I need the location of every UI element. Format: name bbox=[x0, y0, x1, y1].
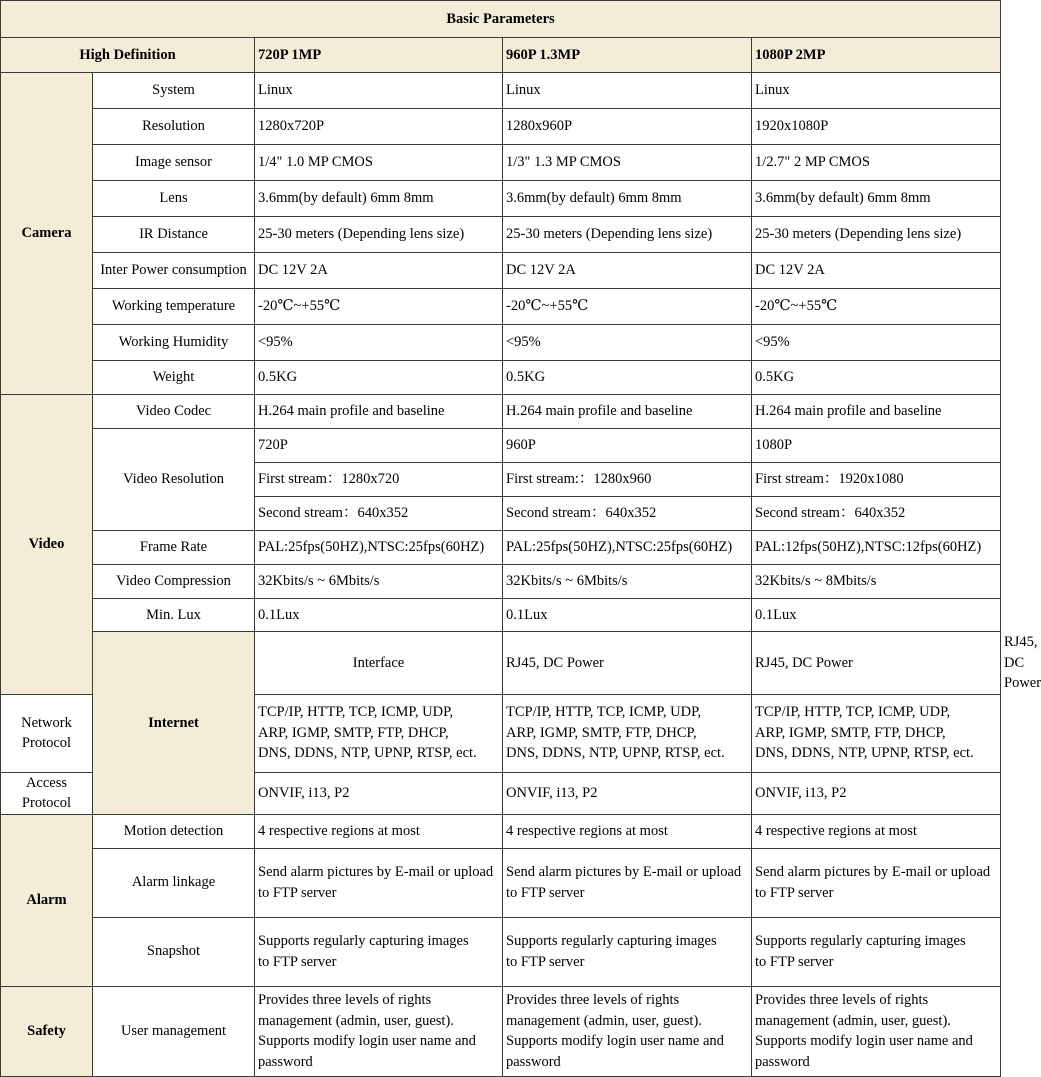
value-line: Supports modify login user name and bbox=[755, 1033, 973, 1049]
value-line: to FTP server bbox=[258, 884, 337, 901]
row-min-lux bbox=[1, 599, 1001, 632]
value-cell: RJ45, DC Power bbox=[503, 632, 752, 695]
param-label: Working Humidity bbox=[93, 325, 255, 361]
value-cell: <95% bbox=[752, 325, 1001, 361]
value-line: Send alarm pictures by E-mail or upload bbox=[755, 864, 991, 880]
value-line: management (admin, user, guest). bbox=[258, 1012, 454, 1029]
value-cell: 1280x960P bbox=[503, 109, 752, 145]
value-cell: Linux bbox=[752, 73, 1001, 109]
category-alarm: Alarm bbox=[1, 814, 93, 986]
value-cell: PAL:25fps(50HZ),NTSC:25fps(60HZ) bbox=[255, 531, 503, 565]
row-image-sensor bbox=[1, 145, 1001, 181]
table-title: Basic Parameters bbox=[1, 1, 1001, 38]
value-cell bbox=[503, 848, 752, 917]
value-cell bbox=[503, 917, 752, 986]
row-video-resolution-name bbox=[1, 429, 1001, 463]
value-cell: Linux bbox=[255, 73, 503, 109]
value-cell bbox=[752, 917, 1001, 986]
value-cell: 25-30 meters (Depending lens size) bbox=[255, 217, 503, 253]
value-cell: DC 12V 2A bbox=[255, 253, 503, 289]
value-cell: 3.6mm(by default) 6mm 8mm bbox=[752, 181, 1001, 217]
value-line: management (admin, user, guest). bbox=[755, 1012, 951, 1029]
param-label: Lens bbox=[93, 181, 255, 217]
value-cell: H.264 main profile and baseline bbox=[503, 395, 752, 429]
value-cell: 3.6mm(by default) 6mm 8mm bbox=[503, 181, 752, 217]
value-cell: 960P bbox=[503, 429, 752, 463]
row-humidity bbox=[1, 325, 1001, 361]
row-temperature bbox=[1, 289, 1001, 325]
value-cell: RJ45, DC Power bbox=[752, 632, 1001, 695]
value-cell: 0.1Lux bbox=[255, 599, 503, 632]
row-video-compression bbox=[1, 565, 1001, 599]
value-cell: 0.5KG bbox=[255, 361, 503, 395]
value-cell: 1/2.7" 2 MP CMOS bbox=[752, 145, 1001, 181]
value-line: ARP, IGMP, SMTP, FTP, DHCP, bbox=[755, 724, 946, 741]
value-cell: 720P bbox=[255, 429, 503, 463]
value-line: to FTP server bbox=[755, 884, 834, 901]
value-cell: 25-30 meters (Depending lens size) bbox=[752, 217, 1001, 253]
param-label: Resolution bbox=[93, 109, 255, 145]
param-label: IR Distance bbox=[93, 217, 255, 253]
row-interface: Internet Interface RJ45, DC Power RJ45, DC Power RJ45, DC Power bbox=[1, 632, 1001, 695]
row-resolution bbox=[1, 109, 1001, 145]
value-line: DNS, DDNS, NTP, UPNP, RTSP, ect. bbox=[506, 745, 725, 762]
value-line: to FTP server bbox=[755, 953, 834, 970]
value-cell bbox=[255, 986, 503, 1076]
row-lens bbox=[1, 181, 1001, 217]
category-safety: Safety bbox=[1, 986, 93, 1076]
value-cell: Second stream：640x352 bbox=[503, 497, 752, 531]
value-line: TCP/IP, HTTP, TCP, ICMP, UDP, bbox=[258, 704, 454, 721]
header-row bbox=[1, 38, 1001, 73]
value-line: Supports modify login user name and bbox=[258, 1033, 476, 1049]
value-cell: -20℃~+55℃ bbox=[752, 289, 1001, 325]
param-label: Access Protocol bbox=[1, 772, 93, 814]
value-cell: -20℃~+55℃ bbox=[255, 289, 503, 325]
value-line: password bbox=[258, 1053, 313, 1070]
value-cell bbox=[255, 848, 503, 917]
row-power bbox=[1, 253, 1001, 289]
param-label: Image sensor bbox=[93, 145, 255, 181]
value-cell bbox=[255, 694, 503, 772]
header-label: High Definition bbox=[1, 38, 255, 73]
param-label: Video Compression bbox=[93, 565, 255, 599]
value-line: password bbox=[755, 1053, 810, 1070]
title-row bbox=[1, 1, 1001, 38]
value-cell: 32Kbits/s ~ 8Mbits/s bbox=[752, 565, 1001, 599]
value-cell: H.264 main profile and baseline bbox=[255, 395, 503, 429]
row-user-management bbox=[1, 986, 1001, 1076]
value-cell: 4 respective regions at most bbox=[752, 814, 1001, 848]
value-cell bbox=[752, 848, 1001, 917]
value-cell: 1/3" 1.3 MP CMOS bbox=[503, 145, 752, 181]
value-line: to FTP server bbox=[506, 884, 585, 901]
value-cell: PAL:12fps(50HZ),NTSC:12fps(60HZ) bbox=[752, 531, 1001, 565]
param-label: Video Resolution bbox=[93, 429, 255, 531]
value-cell: PAL:25fps(50HZ),NTSC:25fps(60HZ) bbox=[503, 531, 752, 565]
value-cell bbox=[255, 917, 503, 986]
value-line: Provides three levels of rights bbox=[755, 992, 929, 1008]
value-line: Supports regularly capturing images bbox=[506, 933, 717, 949]
row-motion-detection bbox=[1, 814, 1001, 848]
category-video: Video bbox=[1, 395, 93, 695]
value-cell: DC 12V 2A bbox=[752, 253, 1001, 289]
value-cell: -20℃~+55℃ bbox=[503, 289, 752, 325]
value-line: to FTP server bbox=[506, 953, 585, 970]
value-line: Send alarm pictures by E-mail or upload bbox=[258, 864, 494, 880]
value-cell: 1/4" 1.0 MP CMOS bbox=[255, 145, 503, 181]
param-label: Alarm linkage bbox=[93, 848, 255, 917]
value-cell: 0.5KG bbox=[503, 361, 752, 395]
value-line: Supports regularly capturing images bbox=[755, 933, 966, 949]
value-cell: 4 respective regions at most bbox=[503, 814, 752, 848]
value-line: Send alarm pictures by E-mail or upload bbox=[506, 864, 742, 880]
model-960p-header: 960P 1.3MP bbox=[503, 38, 752, 73]
row-ir-distance bbox=[1, 217, 1001, 253]
value-cell bbox=[752, 986, 1001, 1076]
value-cell: ONVIF, i13, P2 bbox=[255, 772, 503, 814]
row-snapshot bbox=[1, 917, 1001, 986]
param-label: Snapshot bbox=[93, 917, 255, 986]
value-line: Provides three levels of rights bbox=[258, 992, 432, 1008]
value-line: DNS, DDNS, NTP, UPNP, RTSP, ect. bbox=[755, 745, 974, 762]
value-cell: 0.5KG bbox=[752, 361, 1001, 395]
param-label: Network Protocol bbox=[1, 694, 93, 772]
value-line: TCP/IP, HTTP, TCP, ICMP, UDP, bbox=[506, 704, 702, 721]
value-cell: 4 respective regions at most bbox=[255, 814, 503, 848]
value-cell: First stream:：1280x960 bbox=[503, 463, 752, 497]
row-video-codec bbox=[1, 395, 1001, 429]
category-camera: Camera bbox=[1, 73, 93, 395]
param-label: Working temperature bbox=[93, 289, 255, 325]
value-line: Supports modify login user name and bbox=[506, 1033, 724, 1049]
value-cell bbox=[503, 694, 752, 772]
row-weight bbox=[1, 361, 1001, 395]
value-cell: ONVIF, i13, P2 bbox=[503, 772, 752, 814]
param-label: Frame Rate bbox=[93, 531, 255, 565]
value-cell: First stream：1280x720 bbox=[255, 463, 503, 497]
category-internet: Internet bbox=[93, 632, 255, 815]
value-line: ARP, IGMP, SMTP, FTP, DHCP, bbox=[506, 724, 697, 741]
param-label: Inter Power consumption bbox=[93, 253, 255, 289]
param-label: User management bbox=[93, 986, 255, 1076]
param-label: Motion detection bbox=[93, 814, 255, 848]
model-1080p-header: 1080P 2MP bbox=[752, 38, 1001, 73]
param-label: Min. Lux bbox=[93, 599, 255, 632]
value-line: ARP, IGMP, SMTP, FTP, DHCP, bbox=[258, 724, 449, 741]
value-cell: <95% bbox=[255, 325, 503, 361]
value-cell: 0.1Lux bbox=[752, 599, 1001, 632]
param-label: Interface bbox=[255, 632, 503, 695]
value-cell: ONVIF, i13, P2 bbox=[752, 772, 1001, 814]
value-cell: 0.1Lux bbox=[503, 599, 752, 632]
value-cell: 32Kbits/s ~ 6Mbits/s bbox=[255, 565, 503, 599]
param-label: Weight bbox=[93, 361, 255, 395]
value-cell: 3.6mm(by default) 6mm 8mm bbox=[255, 181, 503, 217]
value-cell bbox=[503, 986, 752, 1076]
value-line: to FTP server bbox=[258, 953, 337, 970]
row-system bbox=[1, 73, 1001, 109]
value-cell: H.264 main profile and baseline bbox=[752, 395, 1001, 429]
value-line: password bbox=[506, 1053, 561, 1070]
value-line: DNS, DDNS, NTP, UPNP, RTSP, ect. bbox=[258, 745, 477, 762]
param-label: System bbox=[93, 73, 255, 109]
value-cell: Second stream：640x352 bbox=[255, 497, 503, 531]
value-line: TCP/IP, HTTP, TCP, ICMP, UDP, bbox=[755, 704, 951, 721]
value-cell: Linux bbox=[503, 73, 752, 109]
value-cell: First stream：1920x1080 bbox=[752, 463, 1001, 497]
value-cell: 1280x720P bbox=[255, 109, 503, 145]
model-720p-header: 720P 1MP bbox=[255, 38, 503, 73]
param-label: Video Codec bbox=[93, 395, 255, 429]
value-cell: 32Kbits/s ~ 6Mbits/s bbox=[503, 565, 752, 599]
value-cell: 1920x1080P bbox=[752, 109, 1001, 145]
value-line: Provides three levels of rights bbox=[506, 992, 680, 1008]
value-cell: 1080P bbox=[752, 429, 1001, 463]
row-alarm-linkage bbox=[1, 848, 1001, 917]
row-frame-rate bbox=[1, 531, 1001, 565]
value-line: management (admin, user, guest). bbox=[506, 1012, 702, 1029]
value-cell bbox=[752, 694, 1001, 772]
value-cell: 25-30 meters (Depending lens size) bbox=[503, 217, 752, 253]
value-cell: <95% bbox=[503, 325, 752, 361]
value-line: Supports regularly capturing images bbox=[258, 933, 469, 949]
value-cell: DC 12V 2A bbox=[503, 253, 752, 289]
value-cell: Second stream：640x352 bbox=[752, 497, 1001, 531]
